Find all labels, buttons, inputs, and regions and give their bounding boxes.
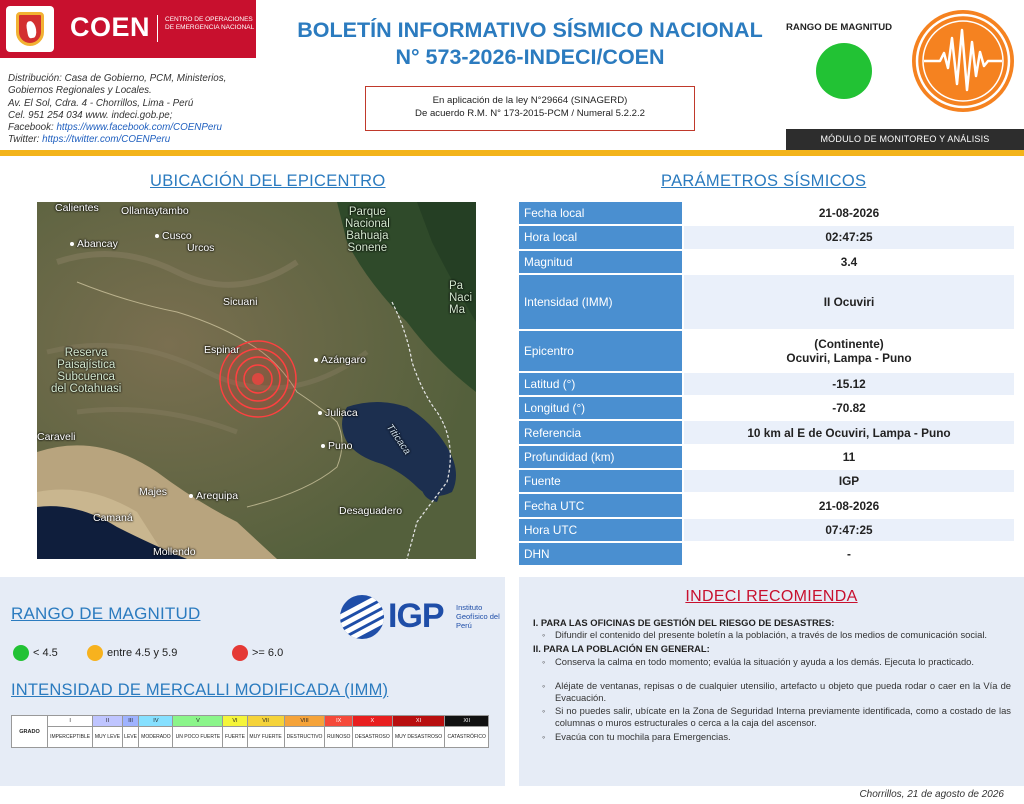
mercalli-label: MUY FUERTE	[247, 727, 284, 748]
param-value: 3.4	[684, 251, 1014, 273]
section-2-list	[555, 656, 1011, 743]
legend-item-low: < 4.5	[13, 645, 58, 661]
param-value	[684, 331, 1014, 371]
map-label-park-edge: Pa Naci Ma	[449, 280, 473, 316]
param-key: Latitud (°)	[519, 373, 684, 395]
twitter-line	[8, 134, 308, 146]
legend-item-medium: entre 4.5 y 5.9	[87, 645, 177, 661]
map-label-majes: Majes	[139, 486, 168, 498]
map-label-ollantaytambo: Ollantaytambo	[121, 205, 189, 217]
coen-shield-icon	[6, 6, 54, 52]
coen-logo-subtitle: CENTRO DE OPERACIONES DE EMERGENCIA NACIONAL	[165, 16, 255, 31]
list-item: ◦ Conserva la calma en todo momento; evalúa la situación y ayuda a los demás. Ejecuta lo practicado.	[555, 656, 1011, 668]
map-label-puno: Puno	[321, 440, 353, 452]
param-value: -15.12	[684, 373, 1014, 395]
table-row	[519, 494, 1014, 516]
facebook-label: Facebook:	[8, 122, 54, 134]
distribution-info	[8, 73, 308, 147]
param-value: -70.82	[684, 397, 1014, 419]
param-value: II Ocuviri	[684, 275, 1014, 329]
mercalli-grade: III	[122, 716, 139, 727]
mercalli-grade: VII	[247, 716, 284, 727]
mercalli-grade: V	[173, 716, 223, 727]
map-label-azangaro: Azángaro	[314, 354, 366, 366]
mercalli-title: INTENSIDAD DE MERCALLI MODIFICADA (IMM)	[11, 681, 389, 699]
yellow-dot-icon	[87, 645, 103, 661]
param-key: Intensidad (IMM)	[519, 275, 684, 329]
table-row	[519, 202, 1014, 224]
table-row	[519, 421, 1014, 443]
param-key: Fecha UTC	[519, 494, 684, 516]
law-reference-box	[365, 86, 695, 131]
table-row	[519, 543, 1014, 565]
mercalli-grade: XII	[445, 716, 489, 727]
param-value: 10 km al E de Ocuviri, Lampa - Puno	[684, 421, 1014, 443]
param-key: Fuente	[519, 470, 684, 492]
param-key: Hora local	[519, 226, 684, 248]
param-value: 07:47:25	[684, 519, 1014, 541]
table-row	[519, 470, 1014, 492]
mercalli-scale-table	[11, 715, 489, 748]
map-label-calientes: Calientes	[55, 202, 99, 214]
seismic-parameters-table	[519, 200, 1014, 567]
monitoring-module-bar: MÓDULO DE MONITOREO Y ANÁLISIS	[786, 129, 1024, 150]
legend-item-high: >= 6.0	[232, 645, 283, 661]
twitter-label: Twitter:	[8, 134, 40, 146]
red-dot-icon	[232, 645, 248, 661]
mercalli-label: LEVE	[122, 727, 139, 748]
list-item: ◦ Si no puedes salir, ubícate en la Zona de Seguridad Interna previamente identificada, como a costado de las columnas o muros estructurales o cerca a la caja del ascensor.	[555, 705, 1011, 729]
epicenter-type: (Continente)	[814, 336, 884, 351]
mercalli-label: RUINOSO	[325, 727, 353, 748]
recommendations-body	[533, 617, 1011, 745]
mercalli-grade: I	[48, 716, 93, 727]
param-key: Longitud (°)	[519, 397, 684, 419]
recommendations-section-1: I. PARA LAS OFICINAS DE GESTIÓN DEL RIESGO DE DESASTRES:	[533, 617, 835, 628]
mercalli-label: MUY LEVE	[93, 727, 123, 748]
igp-logo-text: IGP	[388, 597, 444, 635]
facebook-link[interactable]: https://www.facebook.com/COENPeru	[56, 122, 223, 134]
mercalli-grade: XI	[392, 716, 445, 727]
igp-logo	[340, 595, 500, 641]
mercalli-grade: VI	[223, 716, 247, 727]
parameters-section-title: PARÁMETROS SÍSMICOS	[661, 172, 867, 190]
magnitude-range-title: RANGO DE MAGNITUD	[11, 604, 201, 623]
section-1-list	[555, 629, 1011, 641]
map-label-espinar: Espinar	[204, 344, 240, 356]
map-label-bahuaja-park: Parque Nacional Bahuaja Sonene	[345, 206, 390, 254]
param-value: -	[684, 543, 1014, 565]
table-row	[519, 275, 1014, 329]
param-key: Magnitud	[519, 251, 684, 273]
param-key: Fecha local	[519, 202, 684, 224]
law-line2: De acuerdo R.M. N° 173-2015-PCM / Numeral 5.2.2.2	[415, 107, 645, 119]
mercalli-label: MUY DESASTROSO	[392, 727, 445, 748]
mercalli-grade: IX	[325, 716, 353, 727]
param-value: 21-08-2026	[684, 494, 1014, 516]
contact-line: Cel. 951 254 034 www. indeci.gob.pe;	[8, 109, 173, 121]
facebook-line	[8, 122, 308, 134]
mercalli-label: IMPERCEPTIBLE	[48, 727, 93, 748]
map-label-urcos: Urcos	[187, 242, 215, 254]
list-item: ◦ Evacúa con tu mochila para Emergencias.	[555, 731, 1011, 743]
green-dot-icon	[13, 645, 29, 661]
igp-globe-icon	[340, 595, 384, 639]
mercalli-label: MODERADO	[139, 727, 173, 748]
map-label-caraveli: Caraveli	[37, 431, 76, 443]
param-key: Referencia	[519, 421, 684, 443]
table-row	[519, 373, 1014, 395]
epicenter-map[interactable]	[37, 202, 476, 559]
mercalli-label: DESASTROSO	[353, 727, 393, 748]
table-row	[519, 446, 1014, 468]
param-key: Hora UTC	[519, 519, 684, 541]
magnitude-range-label: RANGO DE MAGNITUD	[786, 22, 893, 33]
map-label-titicaca: Titicaca	[383, 422, 413, 457]
bulletin-date: Chorrillos, 21 de agosto de 2026	[859, 789, 1004, 800]
list-item: ◦ Difundir el contenido del presente boletín a la población, a través de los medios de comunicación social.	[555, 629, 1011, 641]
epicenter-location: Ocuviri, Lampa - Puno	[786, 350, 912, 365]
recommendations-title: INDECI RECOMIENDA	[685, 588, 858, 605]
bulletin-title	[270, 17, 790, 71]
mercalli-label: FUERTE	[223, 727, 247, 748]
param-key: Epicentro	[519, 331, 684, 371]
list-item: ◦ Aléjate de ventanas, repisas o de cualquier utensilio, artefacto u objeto que pueda rodar o caer en la Vía de Evacuación.	[555, 680, 1011, 704]
param-value: 02:47:25	[684, 226, 1014, 248]
map-label-cusco: Cusco	[155, 230, 192, 242]
map-label-mollendo: Mollendo	[153, 546, 196, 558]
table-row	[519, 226, 1014, 248]
address-line: Av. El Sol, Cdra. 4 - Chorrillos, Lima - Perú	[8, 97, 194, 109]
mercalli-grade: II	[93, 716, 123, 727]
map-label-arequipa: Arequipa	[189, 490, 238, 502]
mercalli-label-row	[12, 727, 489, 748]
map-label-cotahuasi-reserve: Reserva Paisajística Subcuenca del Cotahuasi	[51, 347, 122, 395]
param-value: IGP	[684, 470, 1014, 492]
mercalli-grade: VIII	[284, 716, 325, 727]
table-row	[519, 519, 1014, 541]
map-label-juliaca: Juliaca	[318, 407, 358, 419]
param-value: 21-08-2026	[684, 202, 1014, 224]
header-divider	[0, 150, 1024, 156]
map-label-abancay: Abancay	[70, 238, 118, 250]
igp-logo-subtitle: Instituto Geofísico del Perú	[456, 603, 500, 630]
logo-divider	[157, 15, 158, 42]
bulletin-title-line1: BOLETÍN INFORMATIVO SÍSMICO NACIONAL	[297, 18, 763, 42]
epicenter-section-title: UBICACIÓN DEL EPICENTRO	[150, 172, 386, 190]
twitter-link[interactable]: https://twitter.com/COENPeru	[42, 134, 171, 146]
seismograph-icon	[910, 8, 1016, 114]
mercalli-label: DESTRUCTIVO	[284, 727, 325, 748]
coen-logo-text: COEN	[70, 12, 151, 42]
grado-label: GRADO	[12, 716, 48, 748]
param-value: 11	[684, 446, 1014, 468]
map-label-sicuani: Sicuani	[223, 296, 258, 308]
coen-logo	[0, 0, 256, 58]
table-row	[519, 397, 1014, 419]
mercalli-label: CATASTRÓFICO	[445, 727, 489, 748]
mercalli-grade: IV	[139, 716, 173, 727]
distribution-line: Distribución: Casa de Gobierno, PCM, Ministerios,	[8, 73, 227, 84]
param-key: Profundidad (km)	[519, 446, 684, 468]
param-key: DHN	[519, 543, 684, 565]
bulletin-number: N° 573-2026-INDECI/COEN	[395, 45, 665, 69]
mercalli-grade-row	[12, 716, 489, 727]
map-label-camana: Camaná	[93, 512, 133, 524]
map-label-desaguadero: Desaguadero	[339, 505, 403, 517]
law-line1: En aplicación de la ley N°29664 (SINAGERD)	[432, 95, 628, 106]
recommendations-section-2: II. PARA LA POBLACIÓN EN GENERAL:	[533, 643, 710, 655]
table-row	[519, 331, 1014, 371]
mercalli-grade: X	[353, 716, 393, 727]
mercalli-label: UN POCO FUERTE	[173, 727, 223, 748]
distribution-line: Gobiernos Regionales y Locales.	[8, 85, 152, 97]
magnitude-indicator	[816, 43, 872, 99]
table-row	[519, 251, 1014, 273]
